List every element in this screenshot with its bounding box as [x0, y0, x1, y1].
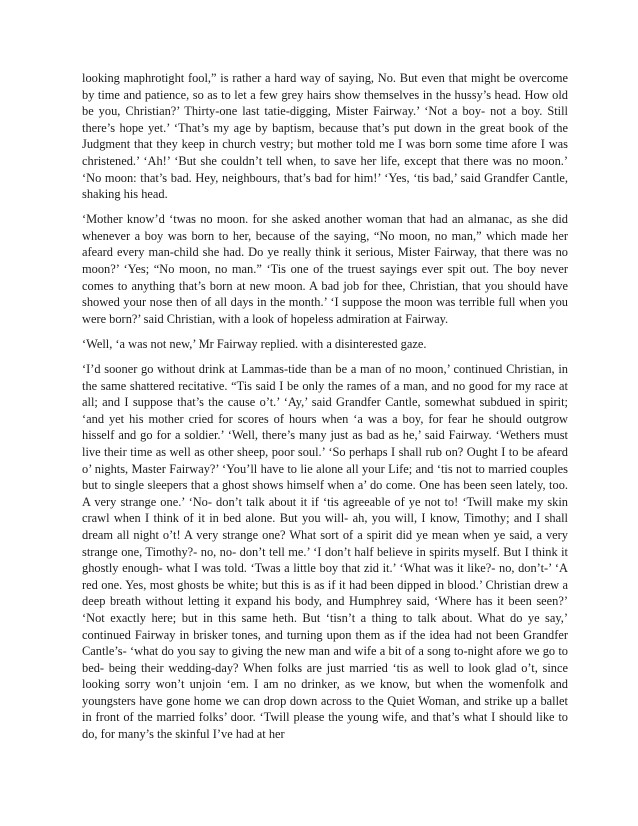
paragraph-4: ‘I’d sooner go without drink at Lammas-tide than be a man of no moon,’ continued Christian, in the same shattered recitative. “Tis said I be only the rames of a man, and no good for my race at all; and I suppose that’s the cause o’t.’ ‘Ay,’ said Grandfer Cantle, somewhat subdued in spirit; ‘and yet his mother cried for scores of hours when ‘a was a boy, for fear he should outgrow hisself and go for a soldier.’ ‘Well, there’s many just as bad as he,’ said Fairway. ‘Wethers must live their time as well as other sheep, poor soul.’ ‘So perhaps I shall rub on? Ought I to be afeard o’ nights, Master Fairway?’ ‘You’ll have to lie alone all your Life; and ‘tis not to married couples but to single sleepers that a ghost shows himself when a’ do come. One has been seen lately, too. A very strange one.’ ‘No- don’t talk about it if ‘tis agreeable of ye not to! ‘Twill make my skin crawl when I think of it in bed alone. But you will- ah, you will, I know, Timothy; and I shall dream all night o’t! A very strange one? What sort of a spirit did ye mean when ye said, a very strange one, Timothy?- no, no- don’t tell me.’ ‘I don’t half believe in spirits myself. But I think it ghostly enough- what I was told. ‘Twas a little boy that zid it.’ ‘What was it like?- no, don’t-’ ‘A red one. Yes, most ghosts be white; but this is as if it had been dipped in blood.’ Christian drew a deep breath without letting it expand his body, and Humphrey said, ‘Where has it been seen?’ ‘Not exactly here; but in this same heth. But ‘tisn’t a thing to talk about. What do ye say,’ continued Fairway in brisker tones, and turning upon them as if the idea had not been Grandfer Cantle’s- ‘what do you say to giving the new man and wife a bit of a song to-night afore we go to bed- being their wedding-day? When folks are just married ‘tis as well to look glad o’t, since looking sorry won’t unjoin ‘em. I am no drinker, as we know, but when the womenfolk and youngsters have gone home we can drop down across to the Quiet Woman, and strike up a ballet in front of the married folks’ door. ‘Twill please the young wife, and that’s what I should like to do, for many’s the skinful I’ve had at her: [82, 362, 568, 742]
document-page: [82, 70, 568, 751]
paragraph-2: ‘Mother know’d ‘twas no moon. for she asked another woman that had an almanac, as she did whenever a boy was born to her, because of the saying, “No moon, no man,” which made her afeard every man-child she had. Do ye really think it serious, Mister Fairway, that there was no moon?’ ‘Yes; “No moon, no man.” ‘Tis one of the truest sayings ever spit out. The boy never comes to anything that’s born at new moon. A bad job for thee, Christian, that you should have showed your nose then of all days in the month.’ ‘I suppose the moon was terrible full when you were born?’ said Christian, with a look of hopeless admiration at Fairway.: [82, 212, 568, 326]
paragraph-1: looking maphrotight fool,” is rather a hard way of saying, No. But even that might be overcome by time and patience, so as to let a few grey hairs show themselves in the hussy’s head. How old be you, Christian?’ Thirty-one last tatie-digging, Mister Fairway.’ ‘Not a boy- not a boy. Still there’s hope yet.’ ‘That’s my age by baptism, because that’s put down in the great book of the Judgment that they keep in church vestry; but mother told me I was born some time afore I was christened.’ ‘Ah!’ ‘But she couldn’t tell when, to save her life, except that there was no moon.’ ‘No moon: that’s bad. Hey, neighbours, that’s bad for him!’ ‘Yes, ‘tis bad,’ said Grandfer Cantle, shaking his head.: [82, 71, 568, 202]
paragraph-3: ‘Well, ‘a was not new,’ Mr Fairway replied. with a disinterested gaze.: [82, 336, 427, 351]
